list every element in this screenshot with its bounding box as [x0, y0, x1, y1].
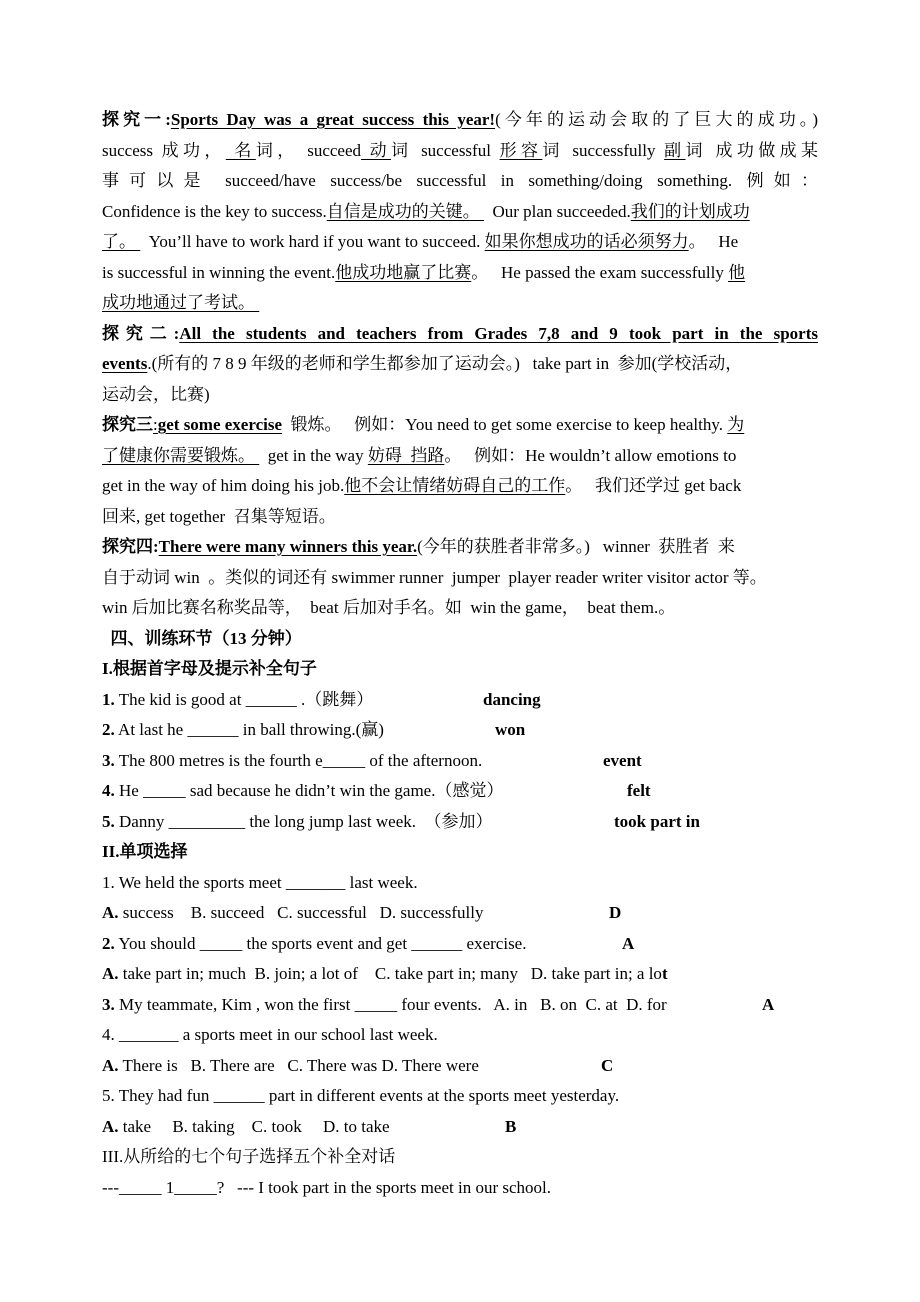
text-segment: 。 He passed the exam successfully: [471, 262, 729, 282]
text-line: [102, 563, 818, 594]
answer-key: D: [609, 903, 622, 922]
text-segment: (今年的获胜者非常多。) winner 获胜者 来: [417, 537, 735, 556]
underlined-text: Sports Day was a great success this year!: [170, 110, 496, 129]
underlined-text: 我们的计划成功: [630, 201, 750, 221]
text-segment: get in the way: [259, 445, 368, 465]
bold-text: A.: [102, 1055, 119, 1075]
underlined-text: events: [102, 354, 148, 373]
text-segment: At last he ______ in ball throwing.(赢): [114, 720, 384, 739]
bold-text: 2.: [102, 720, 115, 739]
text-segment: 。 我们还学过 get back: [565, 476, 742, 495]
underlined-text: All the students and teachers from Grades 7,8 and 9 took part in the sports: [179, 323, 818, 343]
underlined-text: 他成功地赢了比赛: [335, 262, 472, 282]
underlined-text: 动: [361, 140, 392, 160]
text-line: [102, 746, 818, 777]
text-line: [102, 1081, 818, 1112]
answer-key: took part in: [614, 811, 700, 831]
bold-text: 3.: [102, 994, 115, 1014]
text-line: [102, 502, 818, 533]
text-line: [102, 868, 818, 899]
underlined-text: 他: [728, 262, 746, 282]
text-line: [102, 990, 818, 1021]
underlined-text: 名: [225, 140, 256, 160]
text-segment: The 800 metres is the fourth e_____ of the afternoon.: [114, 750, 483, 770]
text-segment: 词 successful: [391, 140, 500, 160]
text-line: [102, 136, 818, 167]
text-line: [102, 258, 818, 289]
text-segment: (今年的运动会取的了巨大的成功。): [495, 110, 818, 129]
bold-text: 探究三: [102, 415, 153, 434]
text-segment: success 成功，: [102, 140, 226, 160]
underlined-text: 形容: [499, 140, 543, 160]
text-line: [102, 319, 818, 350]
text-line: [102, 349, 818, 380]
text-segment: success B. succeed C. successful D. successfully: [118, 903, 484, 922]
underlined-text: 妨碍 挡路: [367, 445, 445, 465]
underlined-text: 了健康你需要锻炼。: [102, 445, 260, 465]
text-segment: win 后加比赛名称奖品等， beat 后加对手名。如 win the game， beat them.。: [102, 598, 676, 617]
text-line: [102, 1142, 818, 1173]
text-line: [102, 837, 818, 868]
underlined-text: There were many winners this year.: [158, 537, 418, 556]
text-segment: take part in; much B. join; a lot of C. take part in; many D. take part in; a lo: [118, 964, 662, 983]
text-segment: The kid is good at ______ .（跳舞）: [114, 689, 374, 709]
text-segment: Danny _________ the long jump last week. （参加）: [114, 811, 493, 831]
text-line: [102, 654, 818, 685]
text-segment: take B. taking C. took D. to take: [118, 1116, 390, 1136]
underlined-text: 成功地通过了考试。: [102, 293, 260, 312]
bold-text: 5.: [102, 811, 115, 831]
text-segment: He _____ sad because he didn’t win the game.（感觉）: [114, 781, 504, 800]
document-page: [102, 105, 818, 1203]
text-line: [102, 807, 818, 838]
text-segment: is successful in winning the event.: [102, 262, 336, 282]
text-line: [102, 929, 818, 960]
bold-text: A.: [102, 1116, 119, 1136]
text-line: [102, 288, 818, 319]
text-segment: 4. _______ a sports meet in our school last week.: [102, 1025, 438, 1044]
answer-key: felt: [627, 781, 651, 800]
text-line: [102, 105, 818, 136]
text-line: [102, 471, 818, 502]
text-segment: 自于动词 win 。类似的词还有 swimmer runner jumper player reader writer visitor actor 等。: [102, 567, 767, 587]
underlined-text: 副: [664, 140, 686, 160]
text-segment: You’ll have to work hard if you want to succeed.: [140, 232, 485, 251]
text-line: [102, 685, 818, 716]
bold-text: 1.: [102, 689, 115, 709]
text-line: [102, 1112, 818, 1143]
text-line: [102, 410, 818, 441]
bold-text: 3.: [102, 750, 115, 770]
text-segment: 回来, get together 召集等短语。: [102, 506, 336, 526]
bold-text: A.: [102, 903, 119, 922]
answer-key: event: [603, 750, 642, 770]
bold-text: 探究四:: [102, 537, 159, 556]
text-segment: ---_____ 1_____? --- I took part in the sports meet in our school.: [102, 1177, 551, 1197]
text-line: [102, 898, 818, 929]
text-line: [102, 1051, 818, 1082]
text-line: [102, 532, 818, 563]
text-line: [102, 715, 818, 746]
text-segment: III.从所给的七个句子选择五个补全对话: [102, 1147, 396, 1166]
text-segment: 词 successfully: [542, 140, 665, 160]
text-line: [102, 197, 818, 228]
underlined-text: 为: [727, 415, 745, 434]
bold-text: 2.: [102, 933, 115, 953]
text-line: [102, 441, 818, 472]
answer-key: A: [622, 933, 635, 953]
answer-key: C: [601, 1055, 614, 1075]
underlined-text: 了。: [102, 232, 141, 251]
bold-text: 四、训练环节（13 分钟）: [102, 628, 302, 648]
text-segment: 运动会，比赛): [102, 384, 210, 404]
text-line: [102, 593, 818, 624]
text-line: [102, 1173, 818, 1204]
text-line: [102, 1020, 818, 1051]
text-segment: You should _____ the sports event and get ______ exercise.: [114, 933, 527, 953]
text-line: [102, 959, 818, 990]
text-segment: There is B. There are C. There was D. There were: [118, 1055, 479, 1075]
bold-text: 探究一:: [102, 110, 171, 129]
text-segment: 。 例如：He wouldn’t allow emotions to: [444, 445, 737, 465]
text-segment: Our plan succeeded.: [483, 201, 631, 221]
text-segment: My teammate, Kim , won the first _____ four events. A. in B. on C. at D. for: [114, 994, 667, 1014]
text-segment: get in the way of him doing his job.: [102, 476, 345, 495]
text-segment: 事可以是 succeed/have success/be successful in something/doing something. 例如：: [102, 171, 818, 190]
text-segment: 词， succeed: [255, 140, 362, 160]
text-segment: 词 成功做成某: [685, 140, 819, 160]
text-segment: Confidence is the key to success.: [102, 201, 327, 221]
text-segment: .(所有的 7 8 9 年级的老师和学生都参加了运动会。) take part in 参加(学校活动，: [147, 354, 743, 373]
text-line: [102, 624, 818, 655]
underlined-text: 他不会让情绪妨碍自己的工作: [344, 476, 566, 495]
answer-key: A: [762, 994, 775, 1014]
underlined-text: get some exercise: [157, 415, 283, 434]
answer-key: dancing: [483, 689, 541, 709]
text-line: [102, 166, 818, 197]
text-line: [102, 227, 818, 258]
answer-key: won: [495, 720, 526, 739]
text-segment: 5. They had fun ______ part in different events at the sports meet yesterday.: [102, 1086, 620, 1105]
text-segment: 。 He: [688, 232, 739, 251]
bold-text: A.: [102, 964, 119, 983]
underlined-text: 如果你想成功的话必须努力: [484, 232, 689, 251]
text-line: [102, 776, 818, 807]
bold-text: 探究二:: [102, 323, 180, 343]
text-segment: 1. We held the sports meet _______ last week.: [102, 872, 418, 892]
text-segment: 锻炼。 例如：You need to get some exercise to keep healthy.: [282, 415, 728, 434]
bold-text: t: [661, 964, 668, 983]
underlined-text: :: [153, 415, 158, 434]
underlined-text: 自信是成功的关键。: [326, 201, 484, 221]
bold-text: II.单项选择: [102, 842, 188, 861]
bold-text: I.根据首字母及提示补全句子: [102, 659, 317, 678]
text-line: [102, 380, 818, 411]
answer-key: B: [505, 1116, 517, 1136]
bold-text: 4.: [102, 781, 115, 800]
